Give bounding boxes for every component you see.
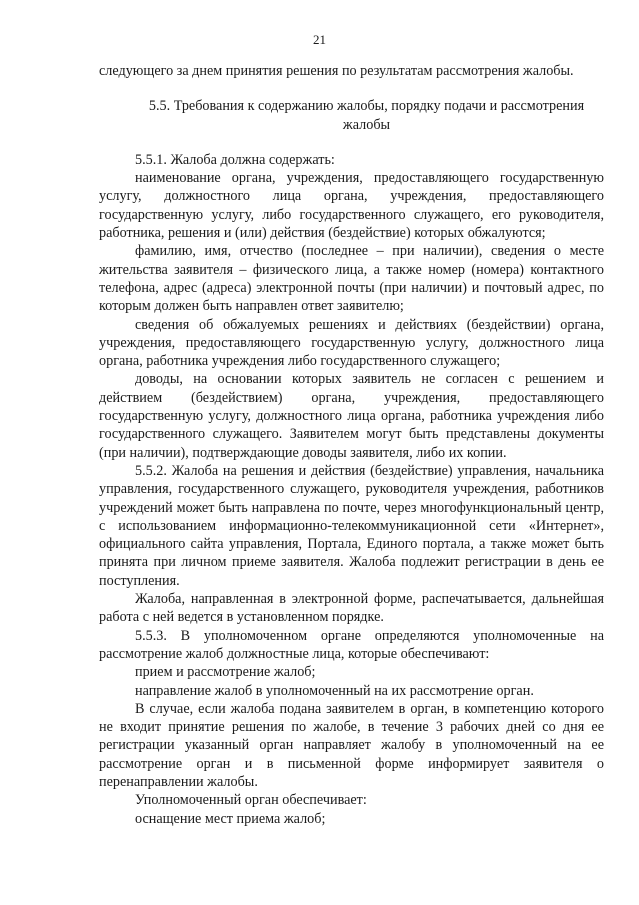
paragraph-5-5-3: 5.5.3. В уполномоченном органе определяются уполномоченные на рассмотрение жалоб должностные лица, которые обеспечивают: xyxy=(99,627,604,662)
paragraph-item-decisions: сведения об обжалуемых решениях и действиях (бездействии) органа, учреждения, предоставляющего государственную услугу, должностного лица органа, работника учреждения либо государственного служащего; xyxy=(99,316,604,370)
paragraph-5-5-2: 5.5.2. Жалоба на решения и действия (бездействие) управления, начальника управления, государственного служащего, руководителя учреждения, работников учреждений может быть направлена по почте, через многофункциональный центр, с использованием информационно-телекоммуникационной сети «Интернет», официального сайта управления, Портала, Единого портала, а также может быть принята при личном приеме заявителя. Жалоба подлежит регистрации в день ее поступления. xyxy=(99,462,604,589)
paragraph-item-receipt: прием и рассмотрение жалоб; xyxy=(135,664,316,681)
document-body xyxy=(99,62,604,828)
paragraph-item-organ-name: наименование органа, учреждения, предоставляющего государственную услугу, должностного лица органа, учреждения, предоставляющего государственную услугу, либо государственного служащего, его руководителя, работника, решения и (или) действия (бездействие) которых обжалуются; xyxy=(99,170,604,242)
page-number: 21 xyxy=(313,32,326,47)
paragraph-authorized-organ: Уполномоченный орган обеспечивает: xyxy=(135,792,367,809)
paragraph-5-5-1: 5.5.1. Жалоба должна содержать: xyxy=(135,151,335,168)
paragraph-redirect-case: В случае, если жалоба подана заявителем в орган, в компетенцию которого не входит принятие решения по жалобе, в течение 3 рабочих дней со дня ее регистрации указанный орган направляет жалобу в уполномоченный на ее рассмотрение орган и в письменной форме информирует заявителя о перенаправлении жалобы. xyxy=(99,700,604,790)
paragraph-item-arguments: доводы, на основании которых заявитель не согласен с решением и действием (бездействием) органа, учреждения, предоставляющего государственную услугу, должностного лица органа, работника учреждения либо государственного служащего. Заявителем могут быть представлены документы (при наличии), подтверждающие доводы заявителя, либо их копии. xyxy=(99,371,604,461)
paragraph-electronic-complaint: Жалоба, направленная в электронной форме, распечатывается, дальнейшая работа с ней ведется в установленном порядке. xyxy=(99,591,604,626)
paragraph-continuation: следующего за днем принятия решения по результатам рассмотрения жалобы. xyxy=(99,63,574,79)
paragraph-item-applicant-info: фамилию, имя, отчество (последнее – при наличии), сведения о месте жительства заявителя – физического лица, а также номер (номера) контактного телефона, адрес (адреса) электронной почты (при наличии) и почтовый адрес, по которым должен быть направлен ответ заявителю; xyxy=(99,243,604,315)
paragraph-item-equipment: оснащение мест приема жалоб; xyxy=(135,810,326,827)
section-heading: 5.5. Требования к содержанию жалобы, порядку подачи и рассмотрения жалобы xyxy=(148,98,585,133)
paragraph-item-forwarding: направление жалоб в уполномоченный на их рассмотрение орган. xyxy=(135,682,534,699)
